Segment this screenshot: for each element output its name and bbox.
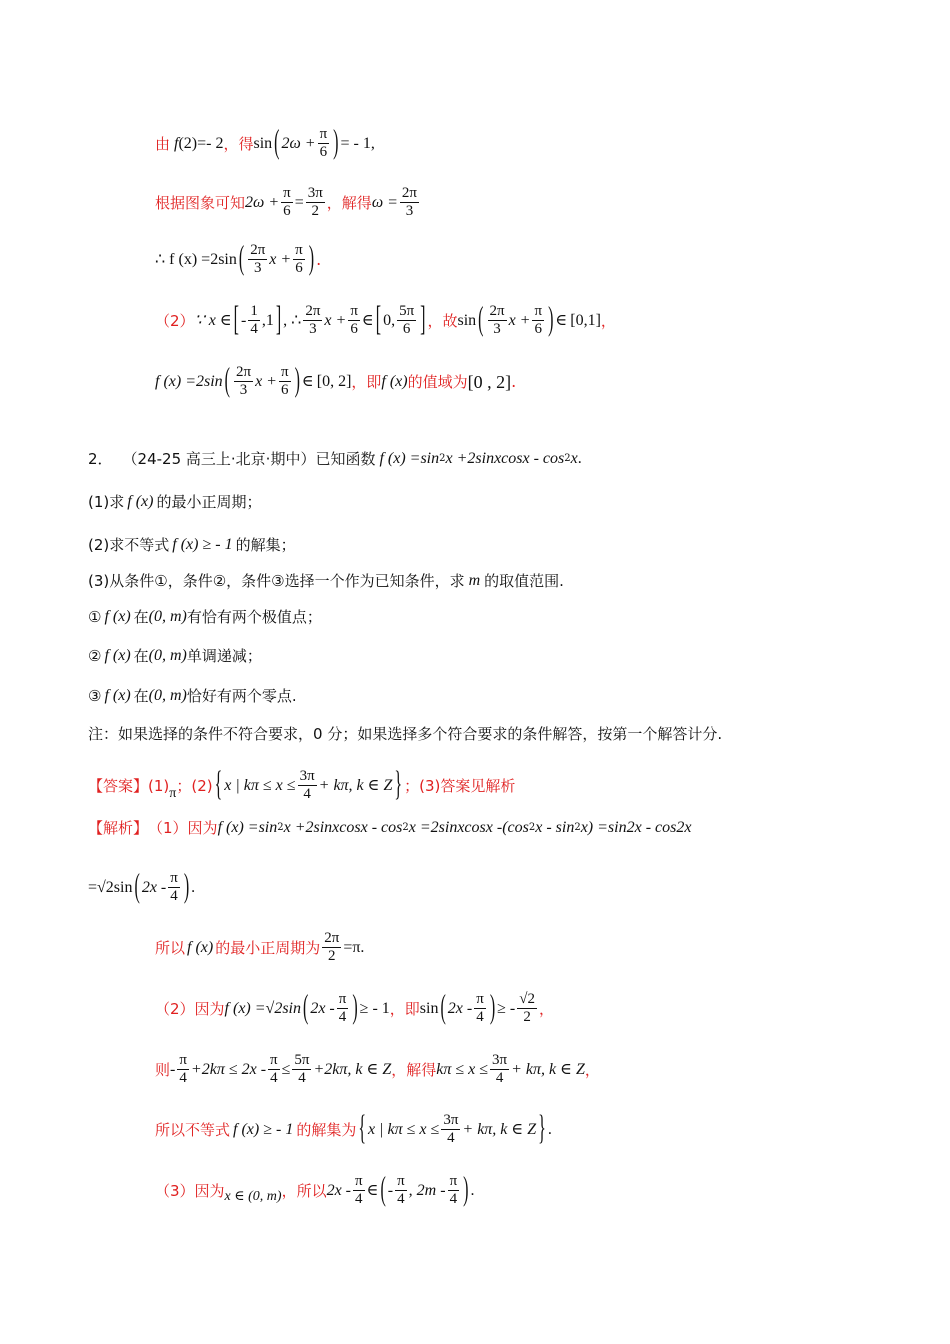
math: f (x) =√2sin [224, 999, 301, 1017]
fraction [395, 1173, 407, 1208]
text: 在 [133, 608, 149, 626]
fraction-denominator: 4 [397, 1191, 405, 1207]
fraction-numerator: π [350, 303, 358, 319]
math: ∈ [301, 372, 314, 390]
text: ③ [88, 687, 102, 705]
fraction [234, 364, 253, 399]
fraction-denominator: 6 [534, 321, 543, 337]
paren: ( [134, 868, 140, 905]
text: 的最小正周期； [156, 493, 262, 511]
math: ω = [371, 193, 398, 211]
fraction [248, 303, 260, 338]
analysis-part2-line3 [155, 1109, 552, 1148]
text: 有恰有两个极值点； [186, 608, 322, 626]
paren: ( [478, 301, 484, 338]
math: 2x - [310, 999, 335, 1017]
fraction-denominator: 4 [270, 1070, 278, 1086]
fraction-denominator: 4 [179, 1070, 187, 1086]
text: ，即 [351, 372, 382, 391]
brace: } [538, 1109, 546, 1148]
fraction [177, 1052, 189, 1087]
math: f (x) [187, 938, 214, 956]
question-number: 2． [88, 450, 113, 468]
math: x +2sinxcosx - cos [283, 819, 403, 836]
math: x + [255, 372, 277, 390]
paren: ) [352, 989, 358, 1026]
text: ；(2) [176, 776, 213, 795]
math: ≥ - [497, 999, 516, 1017]
fraction [306, 185, 325, 220]
fraction [441, 1112, 460, 1147]
math: m [468, 572, 481, 589]
text: ，解得 [391, 1060, 437, 1079]
fraction-numerator: π [449, 1173, 458, 1189]
paren: ( [303, 989, 309, 1026]
math: 2x - [326, 1181, 352, 1199]
fraction-denominator: 6 [350, 321, 358, 337]
math: , ∴ [283, 311, 302, 329]
text: ， [584, 1060, 600, 1079]
math: 0,1 [575, 311, 596, 329]
step-part2: （2） ∵ x ∈ [ - $\frac{1}{4}$ ,1 ] , ∴ $\frac{2\pi}{3}$ x + $\frac{\pi}{6}$ ∈ [ 0, $\frac{5\pi}{6}$ ] ，故 sin ( $\frac{2\pi}{3}$ x + $\frac{\pi}{6}$ ) ∈ [ 0,1 ] ， [155, 303, 616, 338]
text: ，得 [223, 134, 254, 153]
paren: ) [294, 362, 300, 399]
text: 在 [133, 647, 149, 665]
fraction [474, 991, 486, 1026]
fraction-denominator: 3 [309, 321, 317, 337]
math: f (x) =sin [217, 819, 278, 836]
text: （2）因为 [155, 999, 225, 1018]
bracket: ] [275, 300, 282, 339]
fraction [348, 303, 360, 338]
fraction-denominator: 6 [295, 260, 303, 276]
fraction-denominator: 4 [338, 1009, 347, 1025]
math: 2ω + [281, 134, 316, 152]
fraction [168, 870, 180, 905]
fraction-numerator: 3π [443, 1112, 459, 1128]
analysis-line-2 [88, 870, 195, 905]
fraction-numerator: 1 [250, 303, 258, 319]
fraction-numerator: 3π [492, 1052, 508, 1068]
fraction [248, 242, 267, 277]
math: f (x) [104, 647, 131, 664]
step-f2 [155, 126, 375, 161]
fraction-numerator: 2π [305, 303, 321, 319]
math: 2x - [141, 878, 167, 896]
text: ① [88, 608, 102, 626]
bracket: [ [375, 300, 382, 339]
fraction-denominator: 4 [476, 1009, 484, 1025]
fraction [303, 303, 322, 338]
paren: ( [274, 124, 280, 161]
text: 的取值范围. [484, 572, 564, 590]
math: + kπ, k ∈ Z [511, 1060, 585, 1078]
analysis-part3 [155, 1173, 474, 1208]
answer-line [88, 765, 516, 804]
fraction-numerator: 2π [489, 303, 505, 319]
fraction [293, 242, 305, 277]
fraction-numerator: π [170, 870, 178, 886]
fraction [322, 930, 341, 965]
question-2-heading: 2． （24-25 高三上·北京·期中）已知函数 f (x) =sin 2 x +2sinxcosx - cos 2 x . [88, 450, 582, 468]
text: 由 [155, 134, 171, 153]
fraction-denominator: 3 [493, 321, 501, 337]
fraction-denominator: 4 [298, 1070, 306, 1086]
math: + kπ, k ∈ Z [462, 1120, 537, 1138]
text: ；(3)答案见解析 [404, 776, 516, 795]
brace: { [214, 765, 223, 804]
math: . [547, 1120, 552, 1138]
paren: ( [238, 240, 245, 277]
text: 的值域为 [407, 372, 468, 391]
fraction-denominator: 4 [447, 1130, 455, 1146]
brace: } [394, 765, 403, 804]
math: x =2sinxcosx - [408, 819, 503, 836]
analysis-line-1: 【解析】 （1）因为 f (x) =sin 2 x +2sinxcosx - cos 2 x =2sinxcosx - (cos 2 x - sin 2 x) =sin2x - cos2x [88, 819, 692, 837]
text: 的解集为 [296, 1120, 357, 1139]
text: ，故 [427, 311, 458, 330]
fraction-numerator: 2π [401, 185, 417, 201]
math: 0, [383, 311, 396, 329]
fraction-numerator: π [319, 126, 328, 142]
brace: { [358, 1109, 367, 1148]
math: 2x - [447, 999, 473, 1017]
math: 0, 2 [322, 372, 347, 390]
math: kπ ≤ x ≤ [436, 1060, 489, 1078]
fraction-numerator: 2π [324, 930, 340, 946]
paren: ) [183, 868, 190, 905]
math: = [294, 193, 304, 211]
fraction-numerator: 5π [399, 303, 415, 319]
math: - [387, 1181, 394, 1199]
math: f (x) [381, 372, 408, 390]
text: 的最小正周期为 [215, 938, 321, 957]
fraction [488, 303, 507, 338]
math: x | kπ ≤ x ≤ [224, 776, 296, 794]
text: (2)求不等式 [88, 536, 170, 554]
fraction-denominator: 4 [355, 1191, 363, 1207]
math: x - sin [535, 819, 575, 836]
math: π [169, 785, 177, 801]
fraction-denominator: 3 [239, 382, 248, 398]
fraction [279, 364, 291, 399]
math: (0, m) [148, 647, 187, 664]
math: . [316, 249, 322, 269]
math: x + [324, 311, 347, 329]
bracket: ] [420, 300, 426, 339]
text: ，所以 [281, 1181, 327, 1200]
math: f (x) =sin [379, 450, 440, 467]
paren: ( [440, 989, 446, 1026]
text: （2） [155, 311, 195, 330]
math: . [577, 450, 582, 467]
text: ，即 [389, 999, 420, 1018]
math: f [174, 134, 179, 152]
fraction-denominator: 4 [495, 1070, 504, 1086]
fraction-numerator: π [283, 185, 291, 201]
text: ② [88, 647, 102, 665]
text: ， [538, 999, 554, 1018]
paren: ) [333, 124, 339, 161]
question-source: （24-25 高三上·北京·期中）已知函数 [122, 450, 376, 468]
fraction-denominator: 6 [319, 144, 328, 160]
paren: ) [548, 301, 554, 338]
math: x +2sinxcosx - cos [445, 450, 565, 467]
math: . [470, 1181, 475, 1199]
step-fx [155, 242, 321, 277]
fraction [353, 1173, 365, 1208]
fraction-denominator: 4 [449, 1191, 458, 1207]
fraction [281, 185, 293, 220]
note [88, 724, 722, 744]
math: x + [508, 311, 531, 329]
math: sin [457, 311, 477, 329]
fraction-denominator: 6 [402, 321, 411, 337]
math: sin [253, 134, 273, 152]
math: x) =sin2x - cos2x [580, 819, 692, 836]
fraction-numerator: √2 [519, 991, 535, 1007]
paren: ( [380, 1171, 386, 1208]
fraction-numerator: π [476, 991, 484, 1007]
text: 所以 [155, 938, 186, 957]
math: =π. [343, 938, 365, 956]
math: (2)=- 2 [178, 134, 224, 152]
text: (1) [148, 776, 170, 795]
math: + kπ, k ∈ Z [318, 776, 393, 794]
fraction-numerator: 3π [307, 185, 323, 201]
paren: ) [489, 989, 496, 1026]
math: f (x) ≥ - 1 [172, 536, 233, 553]
text: 的解集； [235, 536, 296, 554]
paren: ) [463, 1171, 469, 1208]
analysis-period [155, 930, 364, 965]
fraction-denominator: 6 [283, 203, 291, 219]
fraction-denominator: 4 [303, 786, 311, 802]
step-omega [155, 185, 421, 220]
fraction-numerator: π [338, 991, 347, 1007]
math: - [170, 1060, 176, 1078]
math: x | kπ ≤ x ≤ [368, 1120, 440, 1138]
text: 恰好有两个零点. [186, 687, 297, 705]
fraction [292, 1052, 311, 1087]
math: 0 , 2 [473, 371, 506, 392]
math: ∈ [366, 1181, 379, 1199]
fraction-denominator: 3 [253, 260, 262, 276]
math: f (x) =2sin [155, 372, 223, 390]
bracket: [ [233, 300, 239, 339]
fraction [337, 991, 349, 1026]
math: (0, m) [148, 687, 187, 704]
fraction-numerator: 2π [236, 364, 252, 380]
text: 在 [133, 687, 149, 705]
math: x + [269, 250, 292, 268]
math: f (x) ≥ - 1 [233, 1120, 294, 1138]
fraction-numerator: π [280, 364, 289, 380]
fraction-denominator: 4 [170, 888, 178, 904]
fraction-denominator: 2 [311, 203, 319, 219]
fraction-denominator: 3 [405, 203, 414, 219]
sub-question-3 [88, 571, 564, 591]
answer-label: 【答案】 [88, 776, 149, 795]
condition-2 [88, 646, 262, 666]
math: f (x) [127, 493, 154, 510]
fraction [532, 303, 544, 338]
math: . [191, 878, 196, 896]
text: ，解得 [326, 193, 372, 212]
fraction [400, 185, 419, 220]
condition-1 [88, 607, 322, 627]
fraction-numerator: 3π [299, 768, 315, 784]
sub-question-1 [88, 492, 261, 512]
analysis-label: 【解析】 [88, 819, 149, 837]
text: . [511, 371, 517, 391]
paren: ( [224, 362, 230, 399]
math: 2ω + [245, 193, 280, 211]
math: = - 1, [340, 134, 375, 152]
fraction-numerator: π [295, 242, 303, 258]
fraction-numerator: 5π [294, 1052, 310, 1068]
fraction-denominator: 6 [281, 382, 289, 398]
math: ,1 [261, 311, 274, 329]
fraction-denominator: 2 [328, 948, 336, 964]
math: +2kπ ≤ 2x - [190, 1060, 267, 1078]
math: - [241, 311, 247, 329]
math: =√2sin [88, 878, 133, 896]
math: x [570, 450, 578, 467]
text: 则 [155, 1060, 171, 1079]
math: f (x) [104, 687, 131, 704]
fraction-numerator: π [534, 303, 543, 319]
text: 单调递减； [186, 647, 262, 665]
fraction-numerator: π [179, 1052, 187, 1068]
math: ≤ [281, 1060, 291, 1078]
math: , 2m - [408, 1181, 446, 1199]
fraction [490, 1052, 509, 1087]
math: ∈ [555, 311, 568, 329]
fraction [397, 303, 416, 338]
fraction-numerator: π [355, 1173, 363, 1189]
text: （3）因为 [155, 1181, 225, 1200]
analysis-part2-line2 [155, 1052, 600, 1087]
note-text: 注：如果选择的条件不符合要求，0 分；如果选择多个符合要求的条件解答，按第一个解答计分. [88, 725, 723, 743]
math: ∵ x ∈ [194, 311, 232, 329]
math: x ∈ (0, m) [224, 1188, 282, 1204]
step-range: f (x) =2sin ( $\frac{2\pi}{3}$ x + $\frac{\pi}{6}$ ) ∈ [ 0, 2 ] ，即 f (x) 的值域为 [ 0 , 2 ] . [155, 364, 516, 399]
math: ≥ - 1 [359, 999, 390, 1017]
text: 所以不等式 [155, 1120, 231, 1139]
analysis-part2-line1 [155, 991, 554, 1026]
text: ， [600, 311, 616, 330]
math: (cos [502, 819, 529, 836]
math: sin [419, 999, 439, 1017]
fraction-numerator: 2π [250, 242, 266, 258]
fraction [448, 1173, 460, 1208]
math: f (x) [104, 608, 131, 625]
fraction-numerator: π [270, 1052, 278, 1068]
fraction-denominator: 4 [250, 321, 258, 337]
fraction [517, 991, 537, 1026]
math: +2kπ, k ∈ Z [313, 1060, 392, 1078]
text: (3)从条件①，条件②，条件③选择一个作为已知条件，求 [88, 572, 465, 590]
fraction [298, 768, 317, 803]
text: (1)求 [88, 493, 125, 511]
fraction-numerator: π [397, 1173, 405, 1189]
paren: ) [308, 240, 315, 277]
condition-3 [88, 686, 297, 706]
math: (0, m) [148, 608, 187, 625]
fraction-denominator: 2 [523, 1009, 531, 1025]
fraction [318, 126, 330, 161]
math: ∈ [361, 311, 374, 329]
text: （1）因为 [148, 819, 218, 837]
text: 根据图象可知 [155, 193, 246, 212]
math: ∴ f (x) =2sin [155, 250, 237, 268]
fraction [268, 1052, 280, 1087]
sub-question-2 [88, 535, 296, 555]
